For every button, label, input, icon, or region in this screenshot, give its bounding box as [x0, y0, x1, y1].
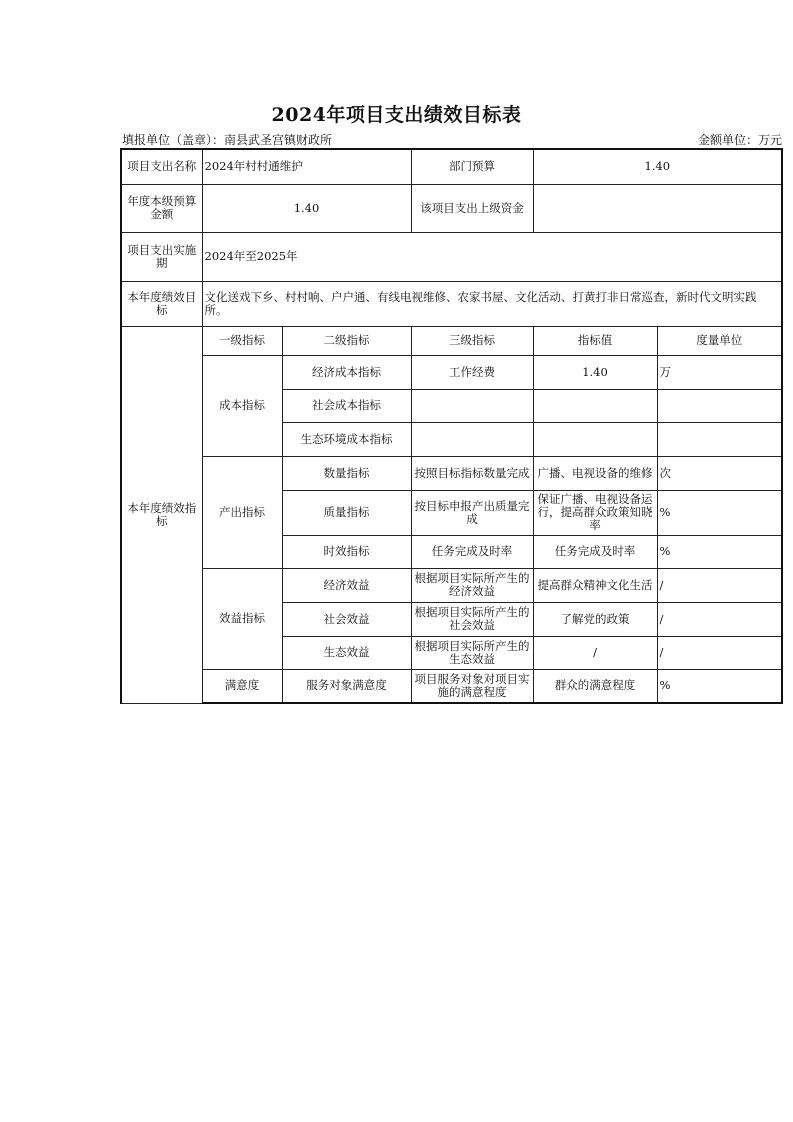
level1-indicator: 成本指标 — [202, 355, 282, 456]
level3-indicator: 按照目标指标数量完成 — [411, 456, 533, 490]
indicator-unit — [657, 422, 782, 456]
indicator-unit: 万 — [657, 355, 782, 389]
annual-amount-label: 年度本级预算金额 — [121, 184, 202, 232]
indicator-value: 任务完成及时率 — [533, 535, 657, 568]
level2-indicator: 质量指标 — [282, 490, 411, 535]
level3-indicator: 任务完成及时率 — [411, 535, 533, 568]
level3-indicator: 根据项目实际所产生的经济效益 — [411, 568, 533, 602]
goal-value: 文化送戏下乡、村村响、户户通、有线电视维修、农家书屋、文化活动、打黄打非日常巡查，新时代文明实践所。 — [202, 281, 782, 326]
indicator-value: 群众的满意程度 — [533, 669, 657, 703]
level2-indicator: 服务对象满意度 — [282, 669, 411, 703]
level3-indicator — [411, 422, 533, 456]
period-value: 2024年至2025年 — [202, 232, 782, 281]
level3-indicator: 根据项目实际所产生的社会效益 — [411, 602, 533, 636]
indicator-unit: % — [657, 490, 782, 535]
performance-table — [120, 148, 783, 704]
header-unit: 度量单位 — [657, 326, 782, 355]
level2-indicator: 经济成本指标 — [282, 355, 411, 389]
level2-indicator: 经济效益 — [282, 568, 411, 602]
indicator-unit: / — [657, 602, 782, 636]
project-name-label: 项目支出名称 — [121, 149, 202, 184]
level2-indicator: 社会成本指标 — [282, 389, 411, 422]
indicator-unit: / — [657, 636, 782, 669]
level2-indicator: 社会效益 — [282, 602, 411, 636]
header-level1: 一级指标 — [202, 326, 282, 355]
indicators-section-label: 本年度绩效指标 — [121, 326, 202, 703]
period-label: 项目支出实施期 — [121, 232, 202, 281]
indicator-unit — [657, 389, 782, 422]
indicator-value: / — [533, 636, 657, 669]
dept-budget-label: 部门预算 — [411, 149, 533, 184]
upper-funds-label: 该项目支出上级资金 — [411, 184, 533, 232]
dept-budget-value: 1.40 — [533, 149, 782, 184]
goal-label: 本年度绩效目标 — [121, 281, 202, 326]
header-level2: 二级指标 — [282, 326, 411, 355]
level2-indicator: 时效指标 — [282, 535, 411, 568]
indicator-unit: / — [657, 568, 782, 602]
level2-indicator: 数量指标 — [282, 456, 411, 490]
level1-indicator: 产出指标 — [202, 456, 282, 568]
header-value: 指标值 — [533, 326, 657, 355]
amount-unit: 金额单位：万元 — [697, 133, 782, 147]
level3-indicator: 项目服务对象对项目实施的满意程度 — [411, 669, 533, 703]
level3-indicator: 按目标申报产出质量完成 — [411, 490, 533, 535]
indicator-unit: 次 — [657, 456, 782, 490]
level3-indicator — [411, 389, 533, 422]
level3-indicator: 根据项目实际所产生的生态效益 — [411, 636, 533, 669]
indicator-value — [533, 422, 657, 456]
level2-indicator: 生态效益 — [282, 636, 411, 669]
level1-indicator: 效益指标 — [202, 568, 282, 669]
header-level3: 三级指标 — [411, 326, 533, 355]
indicator-value — [533, 389, 657, 422]
indicator-value: 1.40 — [533, 355, 657, 389]
level2-indicator: 生态环境成本指标 — [282, 422, 411, 456]
annual-amount-value: 1.40 — [202, 184, 411, 232]
indicator-unit: % — [657, 535, 782, 568]
indicator-value: 了解党的政策 — [533, 602, 657, 636]
level1-indicator: 满意度 — [202, 669, 282, 703]
level3-indicator: 工作经费 — [411, 355, 533, 389]
upper-funds-value — [533, 184, 782, 232]
indicator-unit: % — [657, 669, 782, 703]
project-name-value: 2024年村村通维护 — [202, 149, 411, 184]
reporting-unit: 填报单位（盖章）：南县武圣宫镇财政所 — [122, 133, 333, 147]
indicator-value: 提高群众精神文化生活 — [533, 568, 657, 602]
indicator-value: 广播、电视设备的维修 — [533, 456, 657, 490]
page-title: 2024年项目支出绩效目标表 — [271, 104, 522, 126]
indicator-value: 保证广播、电视设备运行，提高群众政策知晓率 — [533, 490, 657, 535]
